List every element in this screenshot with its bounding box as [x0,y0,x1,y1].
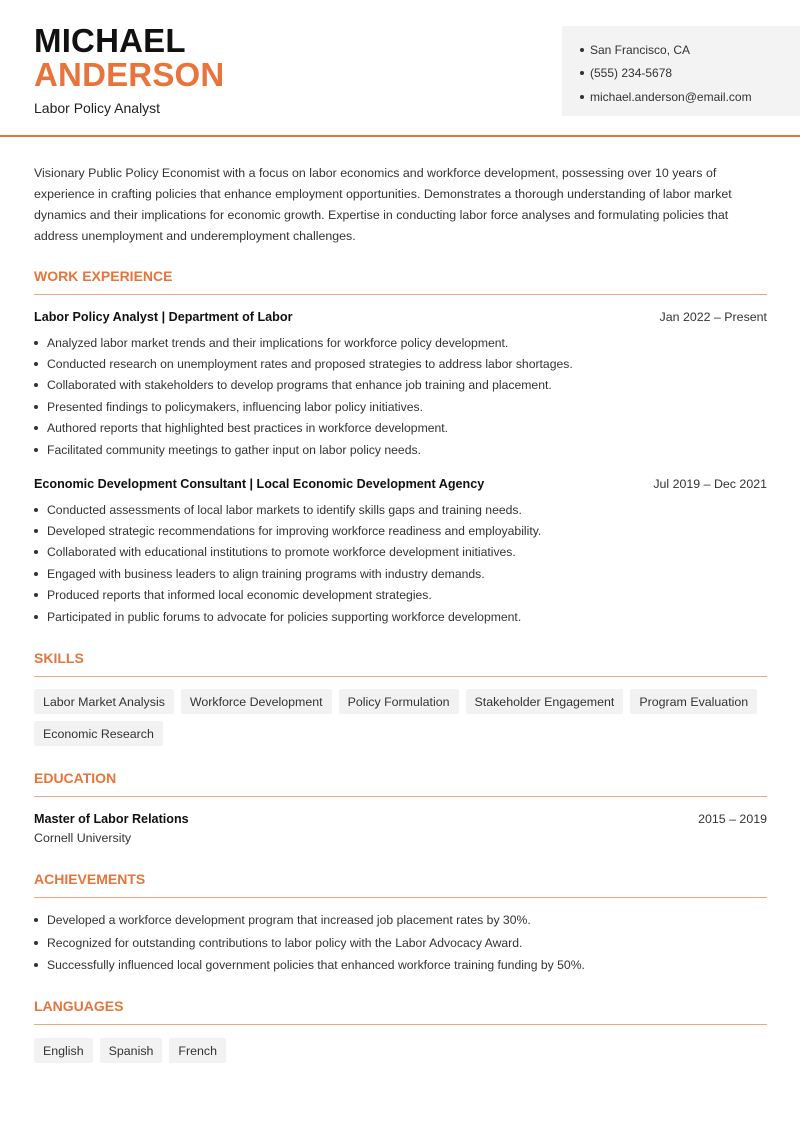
list-item [34,375,769,396]
section-title-education: EDUCATION [34,770,117,786]
education-dates: 2015 – 2019 [698,812,767,826]
bullet-text: Collaborated with stakeholders to develop programs that enhance job training and placement. [47,378,552,393]
list-item [34,418,769,439]
bullet-text: Conducted research on unemployment rates and proposed strategies to address labor shortages. [47,357,573,372]
bullet-text: Analyzed labor market trends and their implications for workforce policy development. [47,335,509,350]
bullet-dot-icon [34,615,38,619]
languages-list [34,1038,774,1070]
list-item [34,606,769,627]
section-divider [34,1024,767,1025]
bullet-text: Collaborated with educational institutions to promote workforce development initiatives. [47,545,516,560]
bullet-dot-icon [580,71,584,75]
bullet-dot-icon [34,963,38,967]
bullet-dot-icon [34,383,38,387]
list-item [34,332,769,353]
list-item [34,563,769,584]
section-divider [34,294,767,295]
achievements-list [34,909,769,977]
list-item [34,585,769,606]
job-dates-1: Jan 2022 – Present [659,310,767,324]
list-item [34,932,769,955]
bullet-text: Presented findings to policymakers, influencing labor policy initiatives. [47,399,423,414]
bullet-text: Engaged with business leaders to align training programs with industry demands. [47,566,485,581]
bullet-dot-icon [34,593,38,597]
bullet-text: Facilitated community meetings to gather input on labor policy needs. [47,442,421,457]
job-title-2: Economic Development Consultant | Local Economic Development Agency [34,477,485,491]
first-name: MICHAEL [34,22,186,59]
bullet-text: Produced reports that informed local economic development strategies. [47,588,432,603]
bullet-dot-icon [34,508,38,512]
bullet-dot-icon [34,941,38,945]
skill-chip: Policy Formulation [339,689,459,714]
job-1-bullets [34,332,769,460]
list-item [34,396,769,417]
section-title-work: WORK EXPERIENCE [34,268,173,284]
resume-header [0,0,800,137]
bullet-text: Developed strategic recommendations for improving workforce readiness and employability. [47,524,542,539]
section-title-languages: LANGUAGES [34,998,124,1014]
list-item [34,520,769,541]
list-item [34,439,769,460]
section-title-achievements: ACHIEVEMENTS [34,871,146,887]
section-divider [34,676,767,677]
job-2-bullets [34,499,769,627]
list-item [34,499,769,520]
bullet-dot-icon [34,918,38,922]
contact-phone [580,62,800,86]
bullet-dot-icon [580,48,584,52]
bullet-text: Participated in public forums to advocate for policies supporting workforce development. [47,609,522,624]
bullet-dot-icon [34,529,38,533]
last-name: ANDERSON [34,56,225,93]
contact-box [562,26,800,116]
section-title-skills: SKILLS [34,650,84,666]
list-item [34,954,769,977]
bullet-dot-icon [34,405,38,409]
bullet-dot-icon [580,95,584,99]
skill-chip: Stakeholder Engagement [466,689,624,714]
contact-location [580,38,800,62]
job-dates-2: Jul 2019 – Dec 2021 [653,477,767,491]
section-divider [34,897,767,898]
achievement-text: Successfully influenced local government policies that enhanced workforce training funding by 50%. [47,958,585,973]
school-name: Cornell University [34,831,132,845]
bullet-dot-icon [34,448,38,452]
bullet-dot-icon [34,341,38,345]
skill-chip: Program Evaluation [630,689,757,714]
bullet-dot-icon [34,550,38,554]
location-text: San Francisco, CA [590,42,691,57]
contact-email[interactable] [580,85,800,109]
section-divider [34,796,767,797]
skill-chip: Economic Research [34,721,163,746]
candidate-name [34,24,224,92]
skill-chip: Labor Market Analysis [34,689,174,714]
degree-title: Master of Labor Relations [34,812,189,826]
skill-chip: Workforce Development [181,689,332,714]
list-item [34,542,769,563]
bullet-text: Authored reports that highlighted best practices in workforce development. [47,421,449,436]
language-chip: Spanish [100,1038,163,1063]
email-text[interactable]: michael.anderson@email.com [590,89,752,104]
phone-text: (555) 234-5678 [590,66,673,81]
job-title-1: Labor Policy Analyst | Department of Labor [34,310,293,324]
language-chip: French [169,1038,226,1063]
bullet-dot-icon [34,426,38,430]
job-role: Labor Policy Analyst [34,100,161,116]
language-chip: English [34,1038,93,1063]
skills-list [34,689,774,753]
achievement-text: Recognized for outstanding contributions to labor policy with the Labor Advocacy Award. [47,935,523,950]
list-item [34,353,769,374]
bullet-dot-icon [34,362,38,366]
bullet-dot-icon [34,572,38,576]
profile-summary: Visionary Public Policy Economist with a focus on labor economics and workforce development, possessing over 10 years of experience in crafting policies that enhance employment opportunities. Demonstrates a thorough understanding of labor market dynamics and their implications for economic growth. Expertise in conducting labor force analyses and formulating policies that address unemployment and underemployment challenges. [34,166,732,243]
achievement-text: Developed a workforce development program that increased job placement rates by 30%. [47,913,531,928]
bullet-text: Conducted assessments of local labor markets to identify skills gaps and training needs. [47,502,522,517]
list-item [34,909,769,932]
